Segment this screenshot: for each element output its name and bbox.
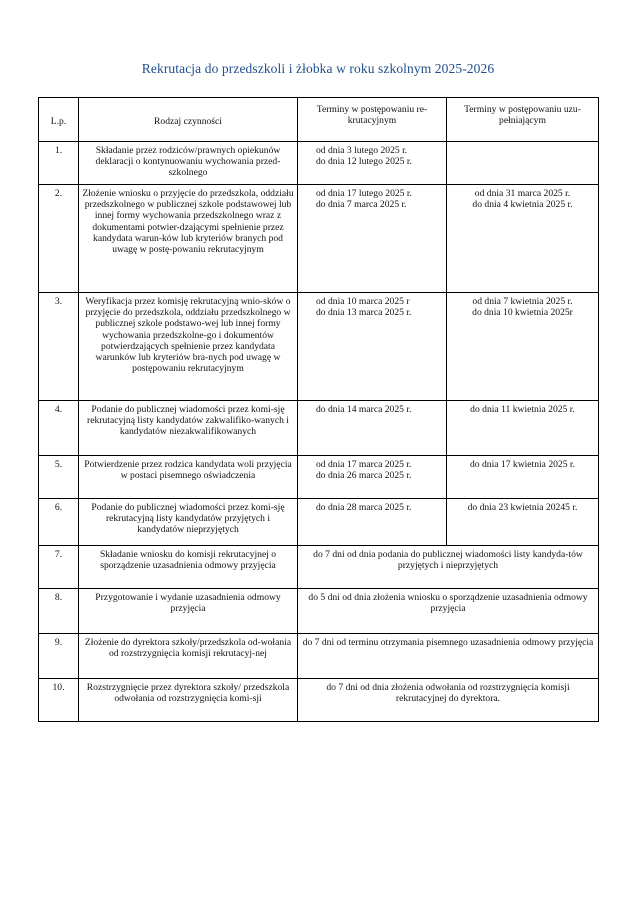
row-number: 4. <box>39 401 79 456</box>
table-row <box>39 546 599 589</box>
header-activity: Rodzaj czynności <box>79 98 298 142</box>
row-activity: Składanie wniosku do komisji rekrutacyjnej o sporządzenie uzasadnienia odmowy przyjęcia <box>79 546 298 589</box>
table-row <box>39 401 599 456</box>
row-number: 6. <box>39 499 79 546</box>
row-deadline: do 7 dni od dnia złożenia odwołania od rozstrzygnięcia komisji rekrutacyjnej do dyrektora. <box>298 679 599 722</box>
row-number: 1. <box>39 142 79 185</box>
row-activity: Składanie przez rodziców/prawnych opiekunów deklaracji o kontynuowaniu wychowania przed-szkolnego <box>79 142 298 185</box>
term-end: do dnia 10 kwietnia 2025r <box>472 307 573 319</box>
row-number: 9. <box>39 634 79 679</box>
term-start: do dnia 28 marca 2025 r. <box>316 502 412 513</box>
row-deadline: do 7 dni od dnia podania do publicznej wiadomości listy kandyda-tów przyjętych i nieprzyjętych <box>298 546 599 589</box>
row-activity: Potwierdzenie przez rodzica kandydata woli przyjęcia w postaci pisemnego oświadczenia <box>79 456 298 499</box>
header-term-recruitment: Terminy w postępowaniu re-krutacyjnym <box>298 98 447 142</box>
row-supplementary-term <box>447 499 599 546</box>
row-recruitment-term <box>298 499 447 546</box>
term-end: do dnia 7 marca 2025 r. <box>316 199 407 211</box>
row-supplementary-term <box>447 456 599 499</box>
header-lp: L.p. <box>39 98 79 142</box>
table-row <box>39 185 599 293</box>
row-recruitment-term <box>298 456 447 499</box>
term-start: od dnia 31 marca 2025 r. <box>474 188 571 199</box>
table-row <box>39 634 599 679</box>
table-row <box>39 142 599 185</box>
row-activity: Weryfikacja przez komisję rekrutacyjną wnio-sków o przyjęcie do przedszkola, oddziału przedszkolnego w publicznej szkole podstawo-wej lub innej formy wychowania przedszkolne-go i dokumentów potwierdzających spełnienie przez kandydata warunków lub kryteriów bra-nych pod uwagę w postępowaniu rekrutacyjnym <box>79 293 298 401</box>
term-end: do dnia 13 marca 2025 r. <box>316 307 412 319</box>
row-number: 2. <box>39 185 79 293</box>
term-end: do dnia 26 marca 2025 r. <box>316 470 412 482</box>
term-start: do dnia 14 marca 2025 r. <box>316 404 412 415</box>
term-start: do dnia 17 kwietnia 2025 r. <box>470 459 575 470</box>
row-recruitment-term <box>298 401 447 456</box>
row-activity: Złożenie do dyrektora szkoły/przedszkola od-wołania od rozstrzygnięcia komisji rekrutacyj-nej <box>79 634 298 679</box>
row-activity: Rozstrzygnięcie przez dyrektora szkoły/ przedszkola odwołania od rozstrzygnięcia komi-sji <box>79 679 298 722</box>
table-row <box>39 456 599 499</box>
row-deadline: do 7 dni od terminu otrzymania pisemnego uzasadnienia odmowy przyjęcia <box>298 634 599 679</box>
header-term-supplementary: Terminy w postępowaniu uzu-pełniającym <box>447 98 599 142</box>
term-end: do dnia 12 lutego 2025 r. <box>316 156 412 168</box>
row-supplementary-term <box>447 293 599 401</box>
table-row <box>39 679 599 722</box>
term-start: do dnia 23 kwietnia 20245 r. <box>467 502 578 513</box>
table-row <box>39 499 599 546</box>
row-number: 10. <box>39 679 79 722</box>
table-row <box>39 293 599 401</box>
row-supplementary-term <box>447 401 599 456</box>
document-title: Rekrutacja do przedszkoli i żłobka w roku szkolnym 2025-2026 <box>141 61 495 76</box>
row-activity: Przygotowanie i wydanie uzasadnienia odmowy przyjęcia <box>79 589 298 634</box>
row-number: 5. <box>39 456 79 499</box>
term-start: od dnia 7 kwietnia 2025 r. <box>472 296 573 307</box>
term-start: od dnia 17 marca 2025 r. <box>316 459 412 470</box>
row-activity: Złożenie wniosku o przyjęcie do przedszkola, oddziału przedszkolnego w publicznej szkole podstawowej lub innej formy wychowania przedszkolnego wraz z dokumentami potwier-dzającymi spełnienie przez kandydata warun-ków lub kryteriów branych pod uwagę w postę-powaniu rekrutacyjnym <box>79 185 298 293</box>
row-activity: Podanie do publicznej wiadomości przez komi-sję rekrutacyjną listy kandydatów przyjętych i kandydatów nieprzyjętych <box>79 499 298 546</box>
term-start: od dnia 17 lutego 2025 r. <box>316 188 412 199</box>
term-start: od dnia 10 marca 2025 r <box>316 296 410 307</box>
row-activity: Podanie do publicznej wiadomości przez komi-sję rekrutacyjną listy kandydatów zakwalifiko-wanych i kandydatów niezakwalifikowanych <box>79 401 298 456</box>
row-recruitment-term <box>298 185 447 293</box>
row-number: 3. <box>39 293 79 401</box>
table-row <box>39 589 599 634</box>
recruitment-schedule-table <box>38 97 599 722</box>
row-recruitment-term <box>298 293 447 401</box>
row-supplementary-term <box>447 185 599 293</box>
term-start: od dnia 3 lutego 2025 r. <box>316 145 408 156</box>
term-start: do dnia 11 kwietnia 2025 r. <box>470 404 575 415</box>
table-header-row <box>39 98 599 142</box>
row-number: 7. <box>39 546 79 589</box>
row-number: 8. <box>39 589 79 634</box>
row-supplementary-term <box>447 142 599 185</box>
row-deadline: do 5 dni od dnia złożenia wniosku o sporządzenie uzasadnienia odmowy przyjęcia <box>298 589 599 634</box>
term-end: do dnia 4 kwietnia 2025 r. <box>472 199 573 211</box>
row-recruitment-term <box>298 142 447 185</box>
